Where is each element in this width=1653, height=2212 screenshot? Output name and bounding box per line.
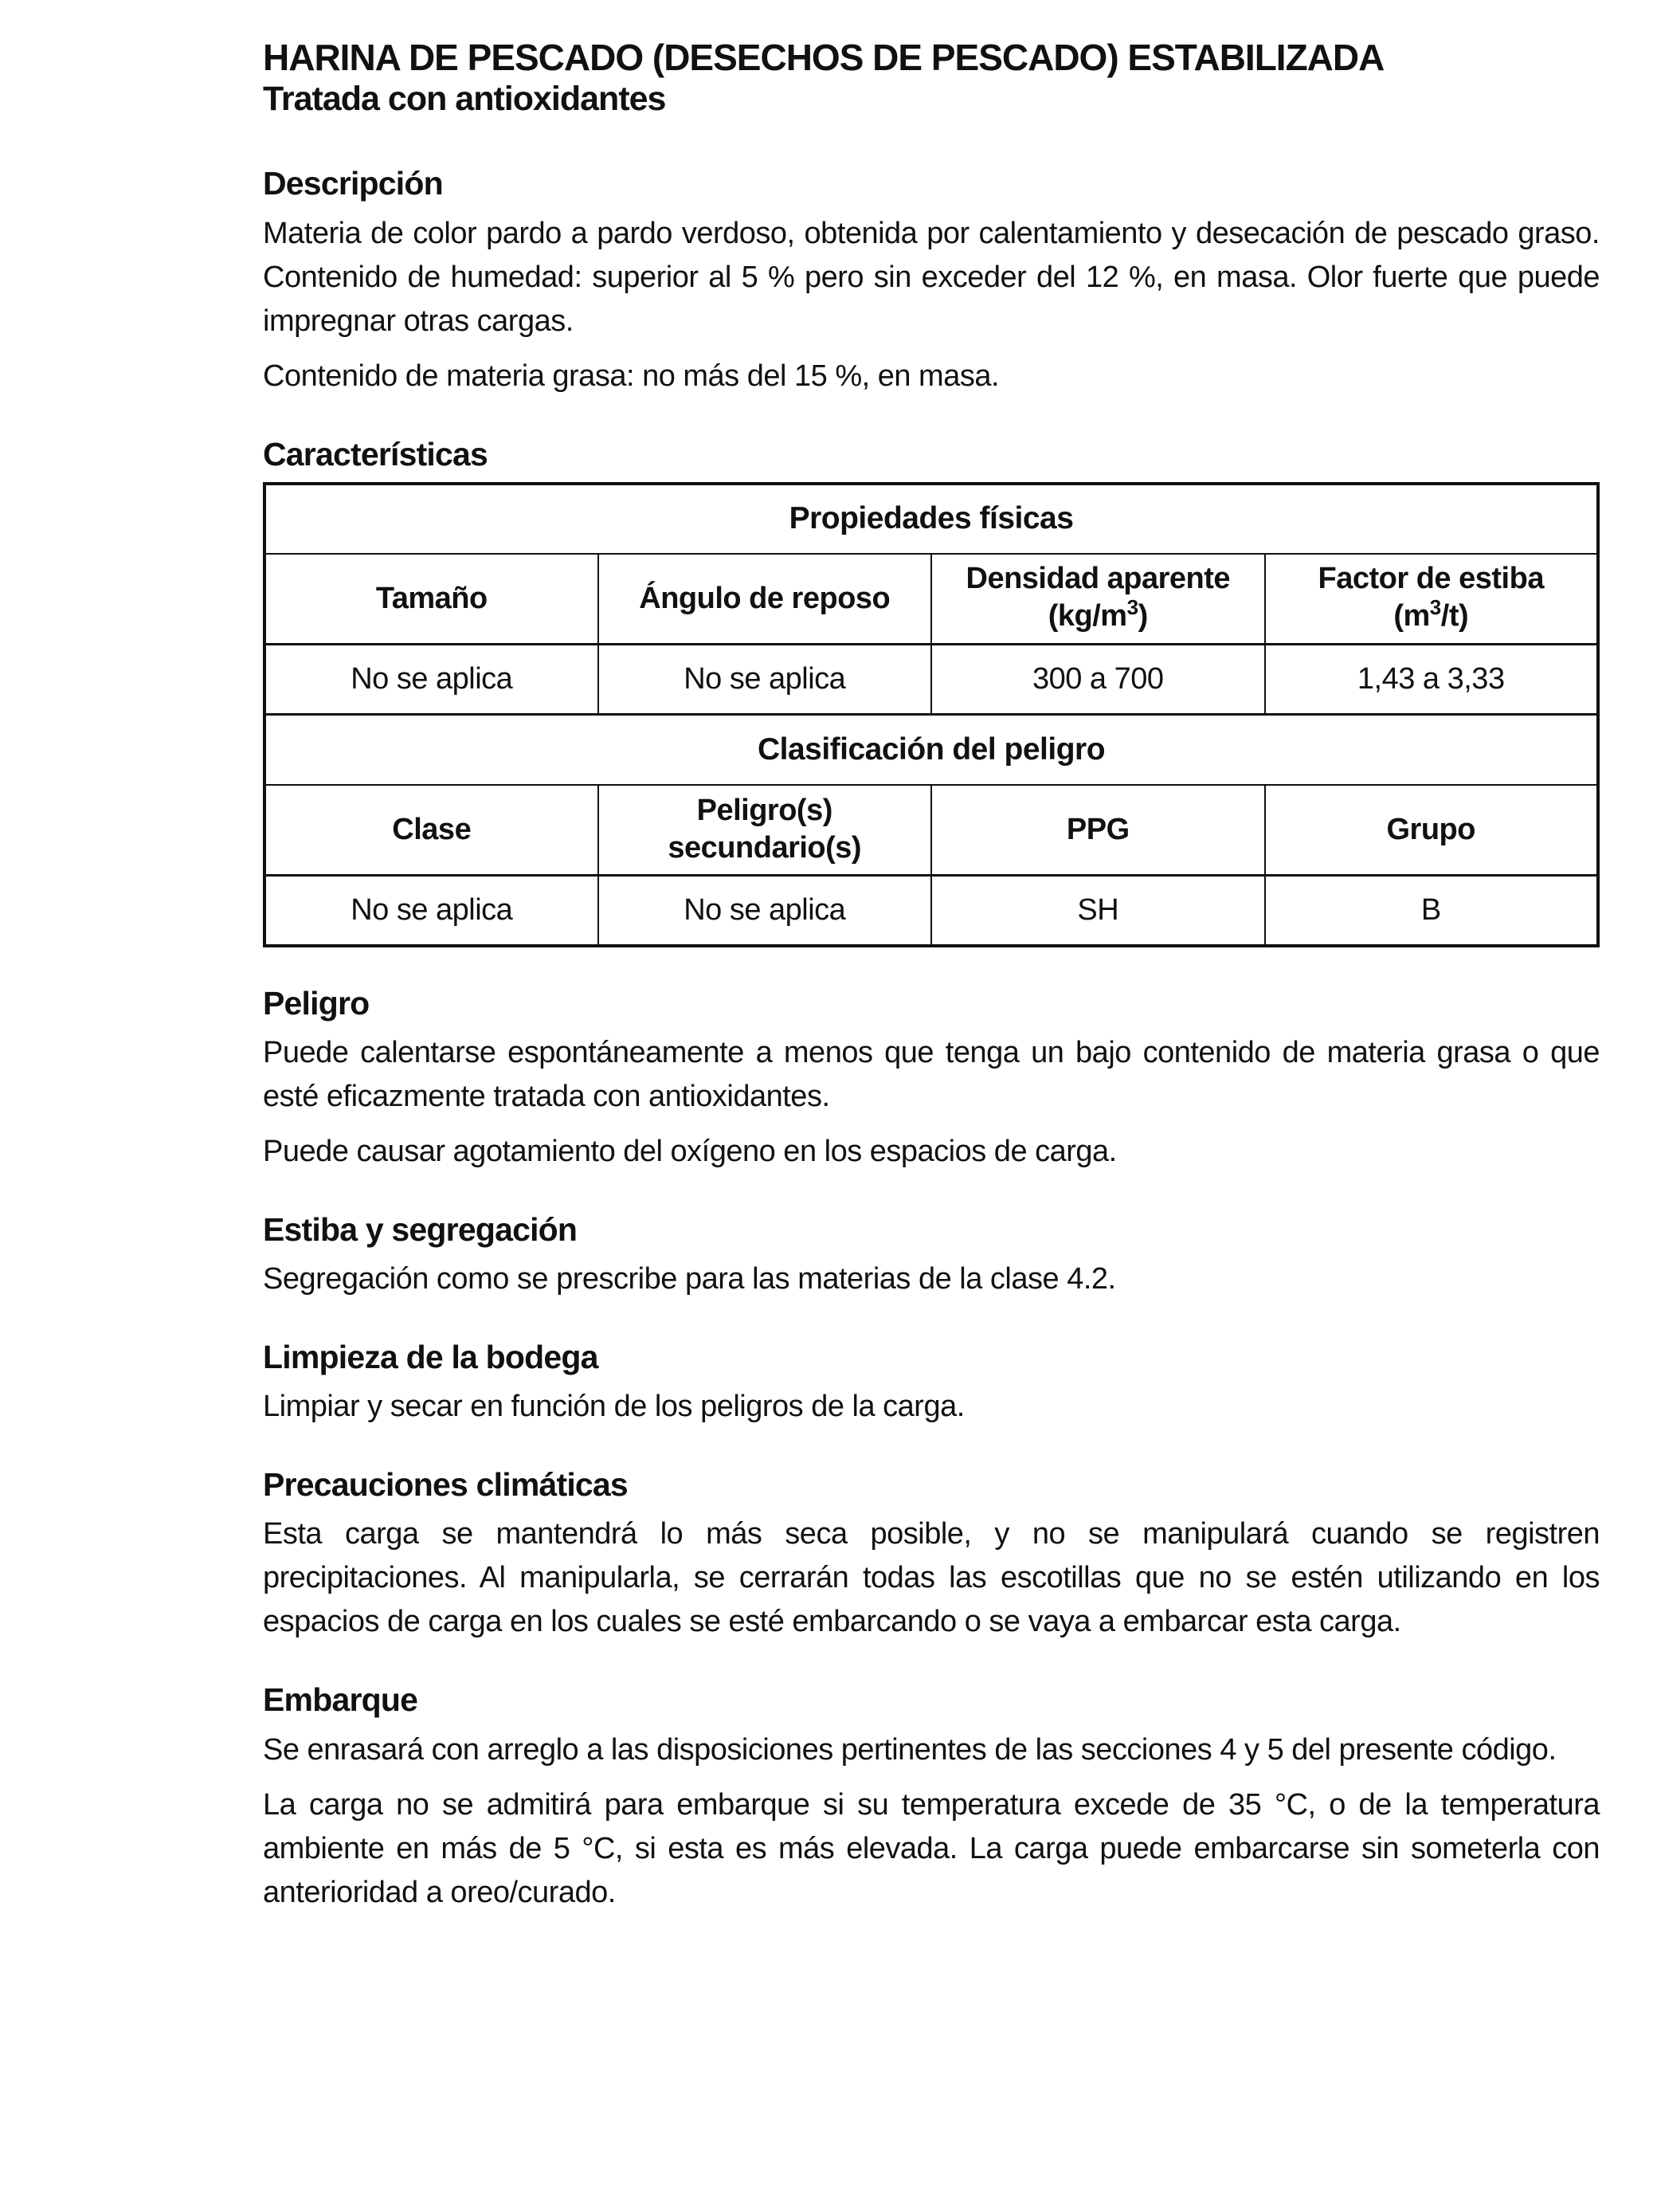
section-limpieza-de-la-bodega (263, 1338, 1600, 1429)
hazard-classification-value-row (264, 876, 1598, 946)
column-header-tamano: Tamaño (264, 554, 598, 645)
factor-de-estiba-label: Factor de estiba (1318, 561, 1544, 595)
caracteristicas-heading: Características (263, 435, 488, 473)
column-header-clase: Clase (264, 785, 598, 876)
section-precauciones-climaticas (263, 1465, 1600, 1644)
clase-value: No se aplica (264, 876, 598, 946)
ppg-value: SH (931, 876, 1265, 946)
descripcion-paragraph-1: Materia de color pardo a pardo verdoso, obtenida por calentamiento y desecación de pescado graso. Contenido de humedad: superior al 5 % pero sin exceder del 12 %, en masa. Olor fuerte que puede impregnar otras cargas. (263, 216, 1600, 338)
factor-de-estiba-value: 1,43 a 3,33 (1265, 645, 1599, 715)
precauciones-heading: Precauciones climáticas (263, 1466, 628, 1504)
column-header-ppg: PPG (931, 785, 1265, 876)
column-header-densidad-aparente (931, 554, 1265, 645)
embarque-paragraph-2: La carga no se admitirá para embarque si su temperatura excede de 35 °C, o de la temperatura ambiente en más de 5 °C, si esta es más elevada. La carga puede embarcarse sin someterla con anterioridad a oreo/curado. (263, 1787, 1600, 1909)
factor-de-estiba-unit: $(m^3/t)$ (1393, 594, 1469, 633)
limpieza-heading: Limpieza de la bodega (263, 1339, 598, 1376)
cargo-title: HARINA DE PESCADO (DESECHOS DE PESCADO) ESTABILIZADA (263, 37, 1385, 78)
grupo-value: B (1265, 876, 1599, 946)
characteristics-table (263, 482, 1600, 947)
descripcion-heading: Descripción (263, 165, 443, 202)
embarque-paragraph-1: Se enrasará con arreglo a las disposiciones pertinentes de las secciones 4 y 5 del presente código. (263, 1732, 1557, 1767)
peligro-paragraph-2: Puede causar agotamiento del oxígeno en los espacios de carga. (263, 1134, 1117, 1168)
densidad-aparente-unit: $(kg/m^3)$ (1048, 594, 1148, 633)
physical-properties-title: Propiedades físicas (264, 484, 1598, 554)
densidad-aparente-value: 300 a 700 (931, 645, 1265, 715)
peligro-heading: Peligro (263, 984, 370, 1022)
column-header-angulo-de-reposo: Ángulo de reposo (598, 554, 932, 645)
cargo-subtitle: Tratada con antioxidantes (263, 80, 666, 119)
physical-properties-header-row (264, 554, 1598, 645)
column-header-grupo: Grupo (1265, 785, 1599, 876)
tamano-value: No se aplica (264, 645, 598, 715)
angulo-de-reposo-value: No se aplica (598, 645, 932, 715)
section-estiba-y-segregacion (263, 1210, 1600, 1301)
section-embarque (263, 1681, 1600, 1914)
peligros-secundarios-value: No se aplica (598, 876, 932, 946)
peligro-paragraph-1: Puede calentarse espontáneamente a menos que tenga un bajo contenido de materia grasa o que esté eficazmente tratada con antioxidantes. (263, 1035, 1600, 1113)
hazard-classification-title: Clasificación del peligro (264, 715, 1598, 785)
section-descripcion (263, 164, 1600, 398)
physical-properties-value-row (264, 645, 1598, 715)
hazard-classification-header-row (264, 785, 1598, 876)
descripcion-paragraph-2: Contenido de materia grasa: no más del 15 %, en masa. (263, 359, 1000, 393)
column-header-peligros-secundarios: Peligro(s) secundario(s) (598, 785, 932, 876)
densidad-aparente-label: Densidad aparente (966, 561, 1230, 595)
section-caracteristicas (263, 435, 1600, 947)
page-content (263, 37, 1600, 1926)
section-peligro (263, 984, 1600, 1174)
physical-properties-title-row (264, 484, 1598, 554)
estiba-heading: Estiba y segregación (263, 1210, 578, 1248)
precauciones-paragraph: Esta carga se mantendrá lo más seca posible, y no se manipulará cuando se registren precipitaciones. Al manipularla, se cerrarán todas las escotillas que no se estén utilizando en los espacios de carga en los cuales se esté embarcando o se vaya a embarcar esta carga. (263, 1517, 1600, 1639)
cargo-title-block (263, 37, 1600, 120)
estiba-paragraph: Segregación como se prescribe para las materias de la clase 4.2. (263, 1262, 1116, 1296)
column-header-factor-de-estiba (1265, 554, 1599, 645)
embarque-heading: Embarque (263, 1681, 418, 1719)
hazard-classification-title-row (264, 715, 1598, 785)
limpieza-paragraph: Limpiar y secar en función de los peligros de la carga. (263, 1390, 965, 1424)
